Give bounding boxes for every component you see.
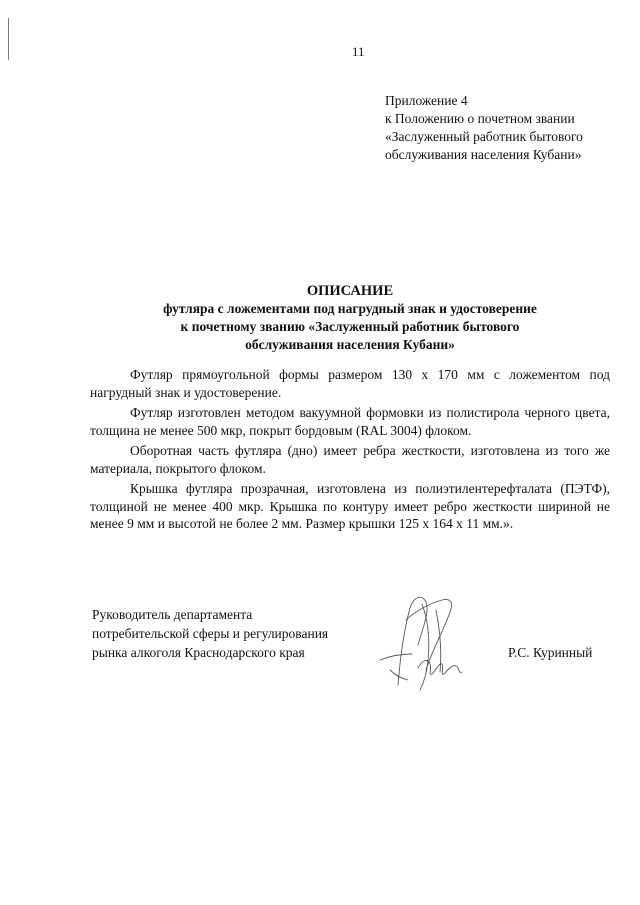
scan-edge-line [8, 18, 9, 60]
signatory-position-line: Руководитель департамента [92, 607, 253, 622]
body-paragraph: Футляр прямоугольной формы размером 130 x 170 мм с ложементом под нагрудный знак и удостоверение. [90, 367, 610, 400]
body-paragraph: Футляр изготовлен методом вакуумной формовки из полистирола черного цвета, толщина не менее 500 мкр, покрыт бордовым (RAL 3004) флоком. [90, 405, 610, 438]
signatory-position-line: рынка алкоголя Краснодарского края [92, 645, 305, 660]
signatory-position-line: потребительской сферы и регулирования [92, 626, 329, 641]
page-number: 11 [352, 44, 365, 59]
appendix-line: к Положению о почетном звании [385, 111, 575, 126]
appendix-note [385, 92, 583, 164]
signatory-name: Р.С. Куринный [508, 645, 593, 660]
body-paragraph: Оборотная часть футляра (дно) имеет ребра жесткости, изготовлена из того же материала, покрытого флоком. [90, 443, 610, 476]
body-paragraph: Крышка футляра прозрачная, изготовлена из полиэтилентерефталата (ПЭТФ), толщиной не менее 400 мкр. Крышка по контуру имеет ребро жесткости шириной не менее 9 мм и высотой не более 2 мм. Размер крышки 125 x 164 x 11 мм.». [90, 481, 610, 531]
appendix-line: обслуживания населения Кубани» [385, 147, 582, 162]
document-heading [90, 282, 610, 354]
heading-title: ОПИСАНИЕ [306, 283, 394, 299]
appendix-line: Приложение 4 [385, 93, 468, 108]
appendix-line: «Заслуженный работник бытового [385, 129, 583, 144]
heading-line: к почетному званию «Заслуженный работник бытового [180, 319, 520, 334]
document-body [90, 366, 610, 536]
heading-line: футляра с ложементами под нагрудный знак и удостоверение [163, 301, 537, 316]
heading-line: обслуживания населения Кубани» [245, 337, 455, 352]
signatory-position [92, 605, 328, 662]
handwritten-signature [370, 590, 490, 700]
